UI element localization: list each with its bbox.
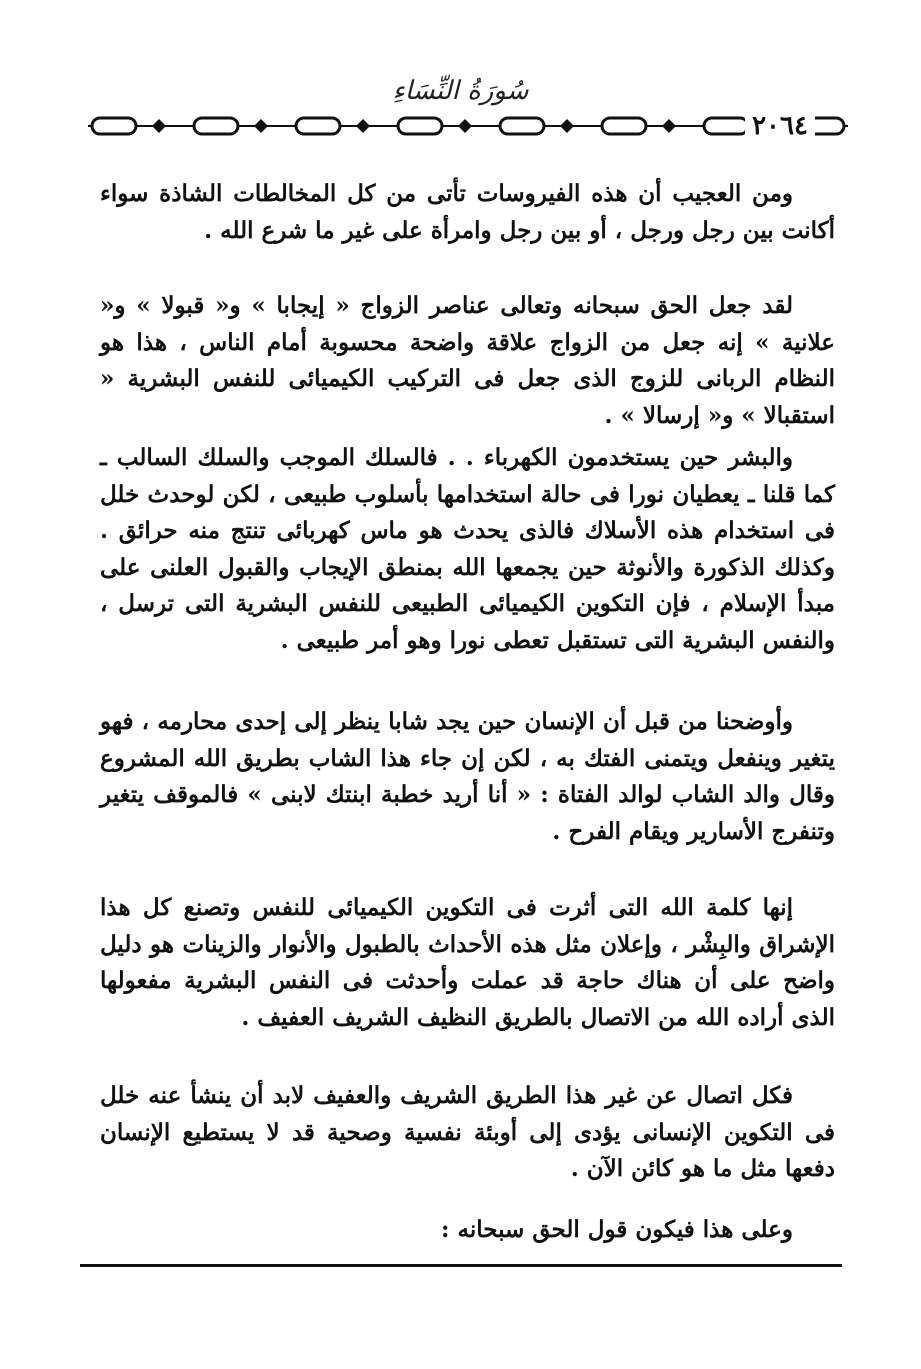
paragraph-4-text: وأوضحنا من قبل أن الإنسان حين يجد شابا ينظر إلى إحدى محارمه ، فهو يتغير وينفعل ويتمنى الفتك به ، لكن إن جاء هذا الشاب بطريق الله المشروع وقال والد الشاب لوالد الفتاة : « أنا أريد خطبة ابنتك لابنى » فالموقف يتغير وتنفرج الأسارير ويقام الفرح . xyxy=(100,708,835,845)
paragraph-1 xyxy=(100,176,835,249)
paragraph-6-text: فكل اتصال عن غير هذا الطريق الشريف والعفيف لابد أن ينشأ عنه خلل فى التكوين الإنسانى يؤدى إلى أوبئة نفسية وصحية قد لا يستطيع الإنسان دفعها مثل ما هو كائن الآن . xyxy=(100,1082,835,1182)
paragraph-3 xyxy=(100,440,835,659)
page-number: ٢٠٦٤ xyxy=(745,111,815,141)
paragraph-3-text: والبشر حين يستخدمون الكهرباء . . فالسلك الموجب والسلك السالب ـ كما قلنا ـ يعطيان نورا فى حالة استخدامها بأسلوب طبيعى ، لكن لوحدث خلل فى استخدام هذه الأسلاك فالذى يحدث هو ماس كهربائى تنتج منه حرائق . وكذلك الذكورة والأنوثة حين يجمعها الله بمنطق الإيجاب والقبول العلنى على مبدأ الإسلام ، فإن التكوين الكيميائى الطبيعى للنفس البشرية التى ترسل ، والنفس البشرية التى تستقبل تعطى نورا وهو أمر طبيعى . xyxy=(100,444,835,654)
paragraph-1-text: ومن العجيب أن هذه الفيروسات تأتى من كل المخالطات الشاذة سواء أكانت بين رجل ورجل ، أو بين رجل وامرأة على غير ما شرع الله . xyxy=(100,180,835,244)
paragraph-7 xyxy=(100,1212,835,1249)
paragraph-6 xyxy=(100,1078,835,1188)
paragraph-5-text: إنها كلمة الله التى أثرت فى التكوين الكيميائى للنفس وتصنع كل هذا الإشراق والبِشْر ، وإعلان مثل هذه الأحداث بالطبول والأنوار والزينات هو دليل واضح على أن هناك حاجة قد عملت وأحدثت فى النفس البشرية مفعولها الذى أراده الله من الاتصال بالطريق النظيف الشريف العفيف . xyxy=(100,894,835,1031)
paragraph-5 xyxy=(100,890,835,1036)
paragraph-4 xyxy=(100,704,835,850)
header-ornament-rule xyxy=(88,112,848,140)
surah-title: سُورَةُ النِّسَاءِ xyxy=(392,76,529,106)
paragraph-2-text: لقد جعل الحق سبحانه وتعالى عناصر الزواج « إيجابا » و« قبولا » و« علانية » إنه جعل من الزواج علاقة واضحة محسوبة أمام الناس ، هذا هو النظام الربانى للزوج الذى جعل فى التركيب الكيميائى للنفس البشرية « استقبالا » و« إرسالا » . xyxy=(100,292,835,429)
paragraph-2 xyxy=(100,288,835,434)
paragraph-7-text: وعلى هذا فيكون قول الحق سبحانه : xyxy=(441,1216,793,1243)
footer-rule xyxy=(80,1264,842,1267)
